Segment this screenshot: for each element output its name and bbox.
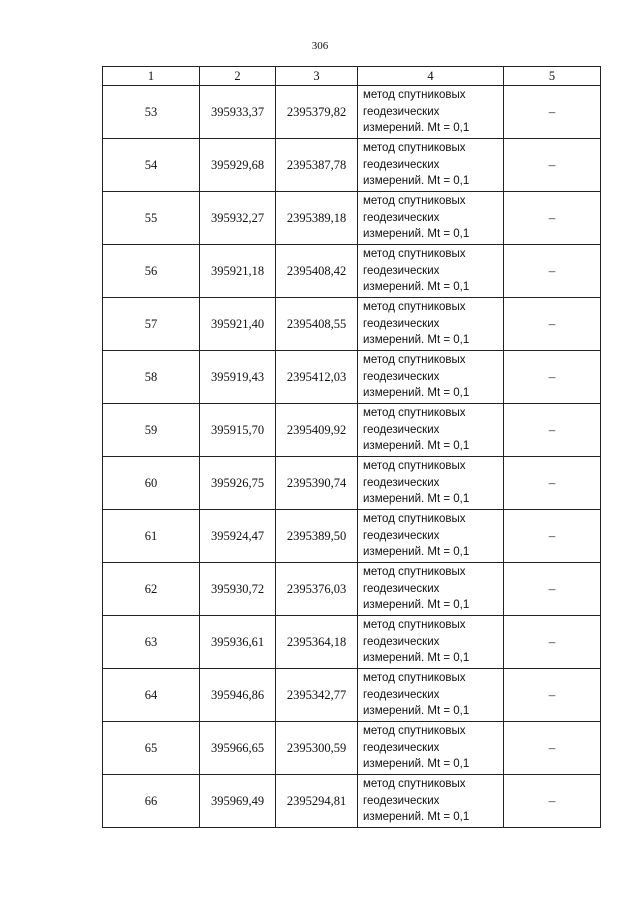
x-coordinate-cell: 395929,68 <box>200 139 276 192</box>
y-coordinate-cell: 2395408,42 <box>276 245 358 298</box>
method-line: измерений. Mt = 0,1 <box>363 122 470 135</box>
note-cell: – <box>504 669 601 722</box>
point-number-cell: 66 <box>103 775 200 828</box>
table-row <box>103 616 601 669</box>
note-cell: – <box>504 245 601 298</box>
table-row <box>103 192 601 245</box>
method-line: измерений. Mt = 0,1 <box>363 334 470 347</box>
method-cell <box>358 86 504 139</box>
method-line: метод спутниковых <box>363 725 466 738</box>
method-line: измерений. Mt = 0,1 <box>363 281 470 294</box>
point-number-cell: 58 <box>103 351 200 404</box>
table-row <box>103 775 601 828</box>
table-row <box>103 722 601 775</box>
method-cell <box>358 404 504 457</box>
table-row <box>103 404 601 457</box>
method-line: геодезических <box>363 794 440 807</box>
method-line: метод спутниковых <box>363 460 466 473</box>
x-coordinate-cell: 395915,70 <box>200 404 276 457</box>
y-coordinate-cell: 2395412,03 <box>276 351 358 404</box>
note-cell: – <box>504 404 601 457</box>
method-line: метод спутниковых <box>363 89 466 102</box>
table-row <box>103 563 601 616</box>
method-line: геодезических <box>363 264 440 277</box>
note-cell: – <box>504 298 601 351</box>
column-header-2: 2 <box>200 67 276 86</box>
method-line: геодезических <box>363 741 440 754</box>
method-line: геодезических <box>363 423 440 436</box>
table-row <box>103 245 601 298</box>
note-cell: – <box>504 616 601 669</box>
table-row <box>103 457 601 510</box>
method-cell <box>358 722 504 775</box>
x-coordinate-cell: 395932,27 <box>200 192 276 245</box>
method-cell <box>358 139 504 192</box>
table-row <box>103 351 601 404</box>
method-cell <box>358 775 504 828</box>
column-header-5: 5 <box>504 67 601 86</box>
x-coordinate-cell: 395919,43 <box>200 351 276 404</box>
method-line: измерений. Mt = 0,1 <box>363 758 470 771</box>
method-line: геодезических <box>363 105 440 118</box>
method-cell <box>358 616 504 669</box>
method-line: метод спутниковых <box>363 566 466 579</box>
note-cell: – <box>504 139 601 192</box>
method-line: метод спутниковых <box>363 407 466 420</box>
point-number-cell: 64 <box>103 669 200 722</box>
method-line: геодезических <box>363 635 440 648</box>
method-cell <box>358 351 504 404</box>
table-row <box>103 298 601 351</box>
x-coordinate-cell: 395933,37 <box>200 86 276 139</box>
note-cell: – <box>504 775 601 828</box>
column-header-1: 1 <box>103 67 200 86</box>
x-coordinate-cell: 395930,72 <box>200 563 276 616</box>
method-line: измерений. Mt = 0,1 <box>363 175 470 188</box>
column-header-3: 3 <box>276 67 358 86</box>
method-line: геодезических <box>363 582 440 595</box>
point-number-cell: 53 <box>103 86 200 139</box>
method-line: измерений. Mt = 0,1 <box>363 546 470 559</box>
x-coordinate-cell: 395924,47 <box>200 510 276 563</box>
method-line: геодезических <box>363 529 440 542</box>
y-coordinate-cell: 2395390,74 <box>276 457 358 510</box>
y-coordinate-cell: 2395387,78 <box>276 139 358 192</box>
point-number-cell: 62 <box>103 563 200 616</box>
column-header-4: 4 <box>358 67 504 86</box>
method-cell <box>358 457 504 510</box>
x-coordinate-cell: 395926,75 <box>200 457 276 510</box>
x-coordinate-cell: 395921,40 <box>200 298 276 351</box>
method-line: метод спутниковых <box>363 513 466 526</box>
x-coordinate-cell: 395936,61 <box>200 616 276 669</box>
method-line: измерений. Mt = 0,1 <box>363 705 470 718</box>
method-line: геодезических <box>363 158 440 171</box>
method-cell <box>358 298 504 351</box>
method-line: измерений. Mt = 0,1 <box>363 387 470 400</box>
table-header-row <box>103 67 601 86</box>
method-cell <box>358 669 504 722</box>
note-cell: – <box>504 192 601 245</box>
note-cell: – <box>504 563 601 616</box>
note-cell: – <box>504 510 601 563</box>
x-coordinate-cell: 395969,49 <box>200 775 276 828</box>
method-line: геодезических <box>363 370 440 383</box>
method-line: измерений. Mt = 0,1 <box>363 440 470 453</box>
note-cell: – <box>504 351 601 404</box>
y-coordinate-cell: 2395300,59 <box>276 722 358 775</box>
point-number-cell: 65 <box>103 722 200 775</box>
method-line: измерений. Mt = 0,1 <box>363 811 470 824</box>
method-cell <box>358 510 504 563</box>
method-line: метод спутниковых <box>363 248 466 261</box>
method-line: геодезических <box>363 688 440 701</box>
y-coordinate-cell: 2395376,03 <box>276 563 358 616</box>
point-number-cell: 57 <box>103 298 200 351</box>
y-coordinate-cell: 2395379,82 <box>276 86 358 139</box>
method-line: измерений. Mt = 0,1 <box>363 228 470 241</box>
method-cell <box>358 245 504 298</box>
method-line: измерений. Mt = 0,1 <box>363 652 470 665</box>
table-row <box>103 510 601 563</box>
table-row <box>103 669 601 722</box>
table-row <box>103 139 601 192</box>
y-coordinate-cell: 2395364,18 <box>276 616 358 669</box>
x-coordinate-cell: 395966,65 <box>200 722 276 775</box>
method-line: метод спутниковых <box>363 301 466 314</box>
x-coordinate-cell: 395946,86 <box>200 669 276 722</box>
y-coordinate-cell: 2395409,92 <box>276 404 358 457</box>
point-number-cell: 59 <box>103 404 200 457</box>
note-cell: – <box>504 86 601 139</box>
y-coordinate-cell: 2395408,55 <box>276 298 358 351</box>
note-cell: – <box>504 457 601 510</box>
method-line: метод спутниковых <box>363 672 466 685</box>
coordinates-table <box>102 66 601 828</box>
method-cell <box>358 192 504 245</box>
method-cell <box>358 563 504 616</box>
method-line: измерений. Mt = 0,1 <box>363 599 470 612</box>
table-row <box>103 86 601 139</box>
x-coordinate-cell: 395921,18 <box>200 245 276 298</box>
note-cell: – <box>504 722 601 775</box>
method-line: геодезических <box>363 211 440 224</box>
method-line: метод спутниковых <box>363 142 466 155</box>
point-number-cell: 55 <box>103 192 200 245</box>
method-line: метод спутниковых <box>363 619 466 632</box>
table-body <box>103 86 601 828</box>
page-number: 306 <box>311 40 329 52</box>
method-line: метод спутниковых <box>363 778 466 791</box>
point-number-cell: 63 <box>103 616 200 669</box>
method-line: метод спутниковых <box>363 195 466 208</box>
point-number-cell: 54 <box>103 139 200 192</box>
point-number-cell: 61 <box>103 510 200 563</box>
method-line: геодезических <box>363 317 440 330</box>
y-coordinate-cell: 2395389,18 <box>276 192 358 245</box>
y-coordinate-cell: 2395342,77 <box>276 669 358 722</box>
point-number-cell: 56 <box>103 245 200 298</box>
method-line: измерений. Mt = 0,1 <box>363 493 470 506</box>
y-coordinate-cell: 2395389,50 <box>276 510 358 563</box>
method-line: геодезических <box>363 476 440 489</box>
y-coordinate-cell: 2395294,81 <box>276 775 358 828</box>
point-number-cell: 60 <box>103 457 200 510</box>
method-line: метод спутниковых <box>363 354 466 367</box>
